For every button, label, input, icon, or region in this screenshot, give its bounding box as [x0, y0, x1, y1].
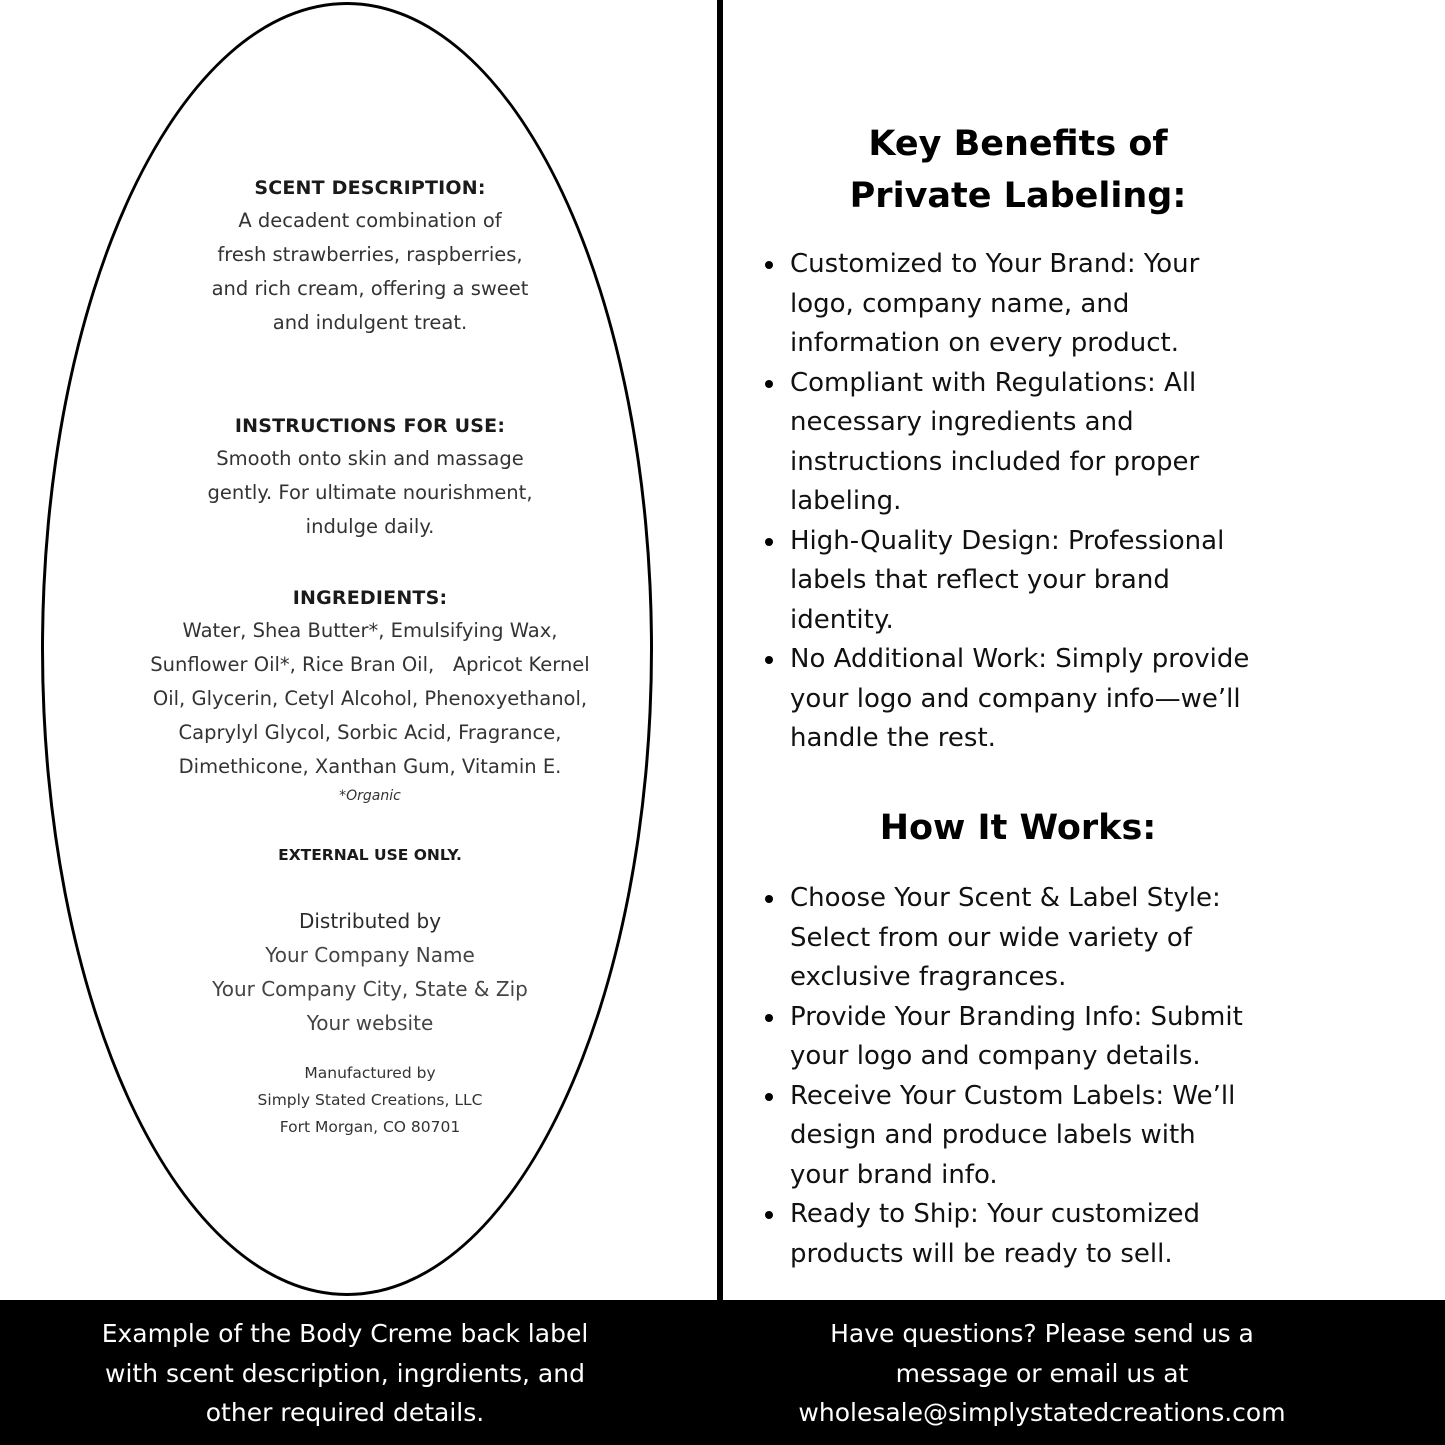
bullet-icon	[765, 1211, 773, 1219]
text-line: fresh strawberries, raspberries,	[217, 243, 523, 266]
text-line: High-Quality Design: Professional	[790, 525, 1225, 556]
text-line: Receive Your Custom Labels: We’ll	[790, 1080, 1236, 1111]
list-item	[765, 998, 1365, 1077]
text-line: Example of the Body Creme back label	[101, 1319, 589, 1348]
info-panel	[723, 0, 1445, 1300]
text-line: your logo and company details.	[790, 1041, 1201, 1071]
distributed-by-text	[80, 904, 660, 1040]
ingredients-text	[80, 614, 660, 784]
text-line: logo, company name, and	[790, 288, 1130, 319]
text-line: instructions included for proper	[790, 446, 1200, 477]
text-line: Customized to Your Brand: Your	[790, 249, 1200, 279]
scent-description-heading: SCENT DESCRIPTION:	[254, 177, 486, 199]
text-line: handle the rest.	[790, 723, 996, 753]
text-line: Your Company Name	[265, 943, 475, 967]
text-line: information on every product.	[790, 328, 1179, 358]
text-line: design and produce labels with	[790, 1120, 1196, 1150]
text-line: Distributed by	[298, 909, 442, 933]
title-line: Key Benefits of	[868, 124, 1168, 164]
bullet-icon	[765, 656, 773, 664]
ingredients-heading: INGREDIENTS:	[292, 587, 448, 609]
list-item	[765, 1195, 1365, 1274]
list-item	[765, 522, 1365, 641]
bullet-icon	[765, 1014, 773, 1022]
text-line: Sunflower Oil*, Rice Bran Oil, Apricot Kernel	[150, 653, 590, 676]
text-line: and indulgent treat.	[272, 311, 468, 334]
list-item	[765, 1077, 1365, 1196]
text-line: and rich cream, offering a sweet	[211, 277, 529, 300]
text-line: Compliant with Regulations: All	[790, 367, 1197, 398]
text-line: Dimethicone, Xanthan Gum, Vitamin E.	[178, 755, 562, 778]
manufactured-by-section	[80, 1060, 660, 1141]
text-line: Have questions? Please send us a	[830, 1319, 1254, 1348]
key-benefits-title	[723, 118, 1313, 222]
bullet-icon	[765, 895, 773, 903]
scent-description-section	[80, 172, 660, 340]
text-line: indulge daily.	[305, 515, 435, 538]
benefits-list	[765, 245, 1365, 759]
instructions-section	[80, 410, 660, 544]
text-line: exclusive fragrances.	[790, 962, 1067, 992]
instructions-text	[80, 442, 660, 544]
footer-caption	[0, 1314, 690, 1433]
label-preview-panel	[0, 0, 717, 1300]
title-line: Private Labeling:	[849, 176, 1187, 216]
how-it-works-list	[765, 879, 1365, 1274]
text-line: No Additional Work: Simply provide	[790, 644, 1250, 674]
text-line: your logo and company info—we’ll	[790, 683, 1241, 714]
text-line: Ready to Ship: Your customized	[790, 1199, 1200, 1229]
text-line: labels that reflect your brand	[790, 565, 1170, 595]
footer-contact	[722, 1314, 1362, 1433]
footer-bar	[0, 1300, 1445, 1445]
list-item	[765, 364, 1365, 522]
text-line: Water, Shea Butter*, Emulsifying Wax,	[182, 619, 558, 642]
text-line: your brand info.	[790, 1159, 998, 1190]
text-line: identity.	[790, 604, 894, 635]
bullet-icon	[765, 261, 773, 269]
bullet-icon	[765, 538, 773, 546]
list-item	[765, 245, 1365, 364]
contact-email-link[interactable]: wholesale@simplystatedcreations.com	[798, 1398, 1286, 1427]
text-line: Simply Stated Creations, LLC	[257, 1091, 483, 1109]
text-line: other required details.	[205, 1398, 485, 1427]
ingredients-section	[80, 582, 660, 808]
text-line: A decadent combination of	[238, 209, 502, 232]
bullet-icon	[765, 1093, 773, 1101]
how-it-works-title: How It Works:	[879, 808, 1157, 848]
external-use-warning: EXTERNAL USE ONLY.	[278, 846, 462, 864]
text-line: message or email us at	[895, 1358, 1189, 1388]
text-line: Oil, Glycerin, Cetyl Alcohol, Phenoxyethanol,	[152, 687, 588, 710]
list-item	[765, 879, 1365, 998]
text-line: products will be ready to sell.	[790, 1238, 1173, 1269]
text-line: necessary ingredients and	[790, 407, 1134, 437]
organic-note: *Organic	[339, 788, 401, 804]
distributed-by-section	[80, 904, 660, 1040]
text-line: Your Company City, State & Zip	[212, 977, 528, 1001]
label-content	[80, 172, 660, 1141]
text-line: Your website	[306, 1011, 434, 1035]
text-line: with scent description, ingrdients, and	[105, 1358, 585, 1388]
instructions-heading: INSTRUCTIONS FOR USE:	[234, 415, 506, 437]
text-line: gently. For ultimate nourishment,	[207, 481, 533, 504]
text-line: Choose Your Scent & Label Style:	[790, 883, 1221, 913]
text-line: Manufactured by	[304, 1064, 436, 1082]
bullet-icon	[765, 380, 773, 388]
text-line: labeling.	[790, 486, 902, 516]
text-line: Select from our wide variety of	[790, 922, 1192, 953]
text-line: Smooth onto skin and massage	[216, 447, 524, 470]
text-line: Provide Your Branding Info: Submit	[790, 1001, 1243, 1032]
text-line: Fort Morgan, CO 80701	[279, 1118, 461, 1136]
list-item	[765, 640, 1365, 759]
text-line: Caprylyl Glycol, Sorbic Acid, Fragrance,	[178, 721, 562, 744]
scent-description-text	[80, 204, 660, 340]
